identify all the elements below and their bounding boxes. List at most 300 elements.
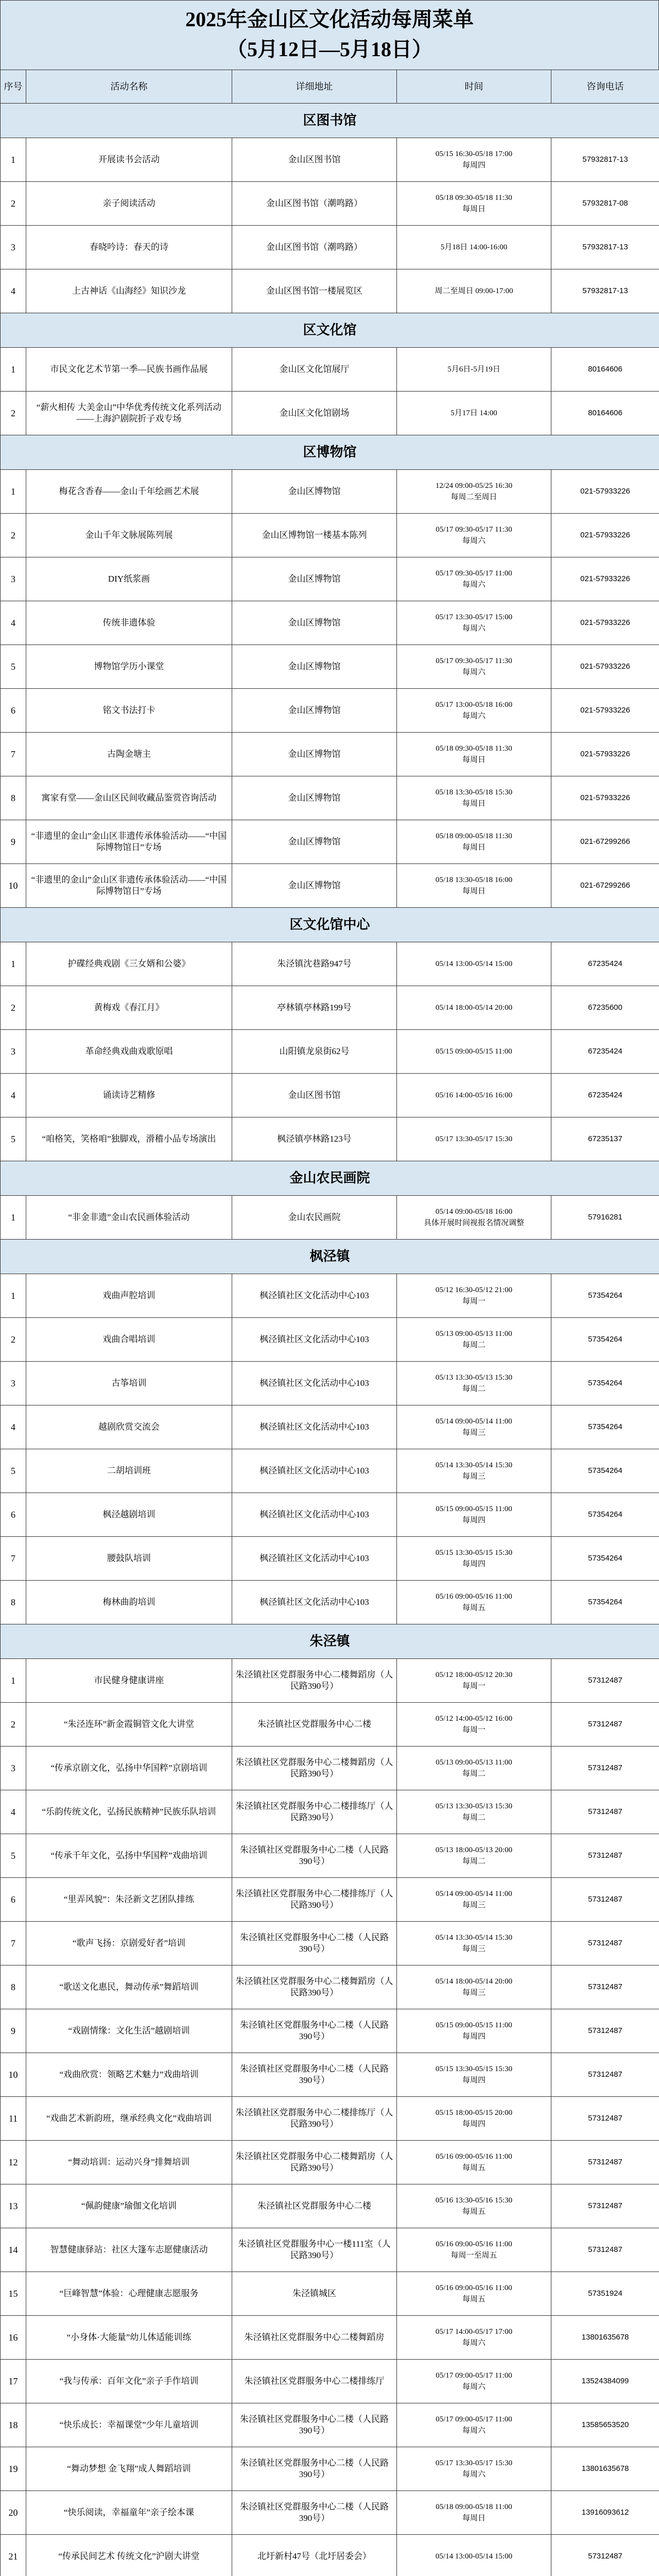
row-number: 13 — [1, 2184, 26, 2228]
activity-address: 朱泾镇社区党群服务中心二楼排练厅（人民路390号） — [232, 1878, 397, 1922]
contact-phone: 57932817-13 — [551, 269, 659, 313]
activity-address: 朱泾镇社区党群服务中心二楼排练厅（人民路390号） — [232, 1790, 397, 1834]
row-number: 17 — [1, 2360, 26, 2403]
activity-name: “戏曲艺术新韵班，继承经典文化”戏曲培训 — [26, 2097, 232, 2141]
activity-name: 腰鼓队培训 — [26, 1537, 232, 1581]
section-title: 金山农民画院 — [1, 1161, 659, 1196]
activity-address: 金山区博物馆 — [232, 689, 397, 733]
section-header — [1, 1624, 659, 1659]
activity-name: 护碟经典戏剧《三女婿和公婆》 — [26, 942, 232, 986]
row-number: 18 — [1, 2403, 26, 2447]
contact-phone: 67235600 — [551, 986, 659, 1030]
activity-name: 梅林曲韵培训 — [26, 1581, 232, 1624]
activity-time: 05/17 13:00-05/18 16:00 每周六 — [397, 689, 551, 733]
contact-phone: 021-57933226 — [551, 776, 659, 820]
activity-address: 金山区图书馆（潮鸣路） — [232, 226, 397, 269]
row-number: 6 — [1, 1878, 26, 1922]
activity-time: 5月17日 14:00 — [397, 392, 551, 435]
activity-time: 05/14 09:00-05/14 11:00 每周三 — [397, 1878, 551, 1922]
row-number: 1 — [1, 1659, 26, 1703]
contact-phone: 021-57933226 — [551, 470, 659, 514]
table-row — [1, 645, 659, 689]
activity-name: “舞动培训：运动兴身”排舞培训 — [26, 2141, 232, 2184]
table-row — [1, 1449, 659, 1493]
row-number: 14 — [1, 2228, 26, 2272]
activity-address: 朱泾镇社区党群服务中心二楼（人民路390号） — [232, 2053, 397, 2097]
contact-phone: 57932817-13 — [551, 226, 659, 269]
activity-table — [0, 70, 659, 2576]
row-number: 5 — [1, 1117, 26, 1161]
activity-name: “传承千年文化，弘扬中华国粹”戏曲培训 — [26, 1834, 232, 1878]
activity-address: 朱泾镇社区党群服务中心二楼排练厅（人民路390号） — [232, 2097, 397, 2141]
section-title: 区博物馆 — [1, 435, 659, 470]
contact-phone: 021-57933226 — [551, 557, 659, 601]
activity-time: 05/12 14:00-05/12 16:00 每周一 — [397, 1703, 551, 1747]
activity-time: 05/18 13:30-05/18 16:00 每周日 — [397, 864, 551, 908]
activity-time: 05/15 09:00-05/15 11:00 — [397, 1030, 551, 1074]
activity-address: 金山区博物馆 — [232, 470, 397, 514]
table-row — [1, 2228, 659, 2272]
contact-phone: 021-67299266 — [551, 864, 659, 908]
row-number: 5 — [1, 645, 26, 689]
table-row — [1, 392, 659, 435]
table-row — [1, 1747, 659, 1790]
activity-time: 05/13 13:30-05/13 15:30 每周二 — [397, 1790, 551, 1834]
activity-name: 寓家有堂——金山区民间收藏品鉴赏咨询活动 — [26, 776, 232, 820]
row-number: 1 — [1, 1196, 26, 1240]
activity-time: 05/15 09:00-05/15 11:00 每周四 — [397, 1493, 551, 1537]
contact-phone: 57312487 — [551, 1834, 659, 1878]
row-number: 10 — [1, 864, 26, 908]
table-row — [1, 601, 659, 645]
activity-time: 周二至周日 09:00-17:00 — [397, 269, 551, 313]
activity-address: 金山区博物馆 — [232, 645, 397, 689]
row-number: 2 — [1, 514, 26, 557]
row-number: 4 — [1, 1405, 26, 1449]
row-number: 1 — [1, 1274, 26, 1318]
table-body — [1, 104, 659, 2576]
activity-name: 戏曲声腔培训 — [26, 1274, 232, 1318]
row-number: 7 — [1, 1537, 26, 1581]
section-title: 朱泾镇 — [1, 1624, 659, 1659]
activity-time: 05/17 14:00-05/17 17:00 每周六 — [397, 2316, 551, 2360]
table-row — [1, 2535, 659, 2576]
activity-address: 朱泾镇社区党群服务中心一楼111室（人民路390号） — [232, 2228, 397, 2272]
table-row — [1, 2403, 659, 2447]
activity-name: “乐韵传统文化，弘扬民族精神”民族乐队培训 — [26, 1790, 232, 1834]
row-number: 6 — [1, 1493, 26, 1537]
row-number: 21 — [1, 2535, 26, 2576]
row-number: 6 — [1, 689, 26, 733]
activity-time: 05/17 09:30-05/17 11:00 每周六 — [397, 557, 551, 601]
activity-name: “传承京剧文化，弘扬中华国粹”京剧培训 — [26, 1747, 232, 1790]
activity-address: 枫泾镇社区文化活动中心103 — [232, 1537, 397, 1581]
table-row — [1, 2491, 659, 2535]
section-header — [1, 1240, 659, 1274]
activity-name: 戏曲合唱培训 — [26, 1318, 232, 1362]
contact-phone: 57312487 — [551, 1659, 659, 1703]
table-row — [1, 1537, 659, 1581]
row-number: 1 — [1, 138, 26, 182]
table-header-row — [1, 70, 659, 104]
activity-time: 05/15 13:30-05/15 15:30 每周四 — [397, 1537, 551, 1581]
title-line-2: （5月12日—5月18日） — [227, 38, 432, 61]
activity-address: 枫泾镇社区文化活动中心103 — [232, 1581, 397, 1624]
activity-name: 金山千年文脉展陈列展 — [26, 514, 232, 557]
contact-phone: 57354264 — [551, 1493, 659, 1537]
table-row — [1, 269, 659, 313]
section-title: 区文化馆 — [1, 313, 659, 348]
activity-address: 金山区博物馆一楼基本陈列 — [232, 514, 397, 557]
activity-address: 朱泾镇社区党群服务中心二楼舞蹈房（人民路390号） — [232, 2141, 397, 2184]
activity-name: 博物馆学历小课堂 — [26, 645, 232, 689]
activity-name: 上古神话《山海经》知识沙龙 — [26, 269, 232, 313]
activity-time: 05/16 09:00-05/16 11:00 每周一至周五 — [397, 2228, 551, 2272]
row-number: 5 — [1, 1834, 26, 1878]
row-number: 4 — [1, 1790, 26, 1834]
activity-address: 朱泾镇社区党群服务中心二楼 — [232, 2184, 397, 2228]
table-row — [1, 1318, 659, 1362]
activity-address: 枫泾镇社区文化活动中心103 — [232, 1449, 397, 1493]
activity-time: 05/13 18:00-05/13 20:00 每周二 — [397, 1834, 551, 1878]
table-row — [1, 1834, 659, 1878]
table-row — [1, 1196, 659, 1240]
activity-time: 05/17 13:30-05/17 15:30 每周六 — [397, 2447, 551, 2491]
activity-address: 北圩新村47号（北圩居委会） — [232, 2535, 397, 2576]
row-number: 3 — [1, 226, 26, 269]
row-number: 7 — [1, 733, 26, 776]
table-row — [1, 1878, 659, 1922]
page-title — [0, 0, 659, 70]
activity-time: 05/14 09:00-05/14 11:00 每周三 — [397, 1405, 551, 1449]
activity-address: 金山农民画院 — [232, 1196, 397, 1240]
activity-name: 春晓吟诗：春天的诗 — [26, 226, 232, 269]
activity-time: 05/17 09:30-05/17 11:30 每周六 — [397, 645, 551, 689]
section-title: 区文化馆中心 — [1, 908, 659, 942]
activity-name: 古筝培训 — [26, 1362, 232, 1405]
activity-name: “快乐阅读，幸福童年”亲子绘本课 — [26, 2491, 232, 2535]
activity-address: 朱泾镇社区党群服务中心二楼排练厅 — [232, 2360, 397, 2403]
activity-address: 枫泾镇社区文化活动中心103 — [232, 1362, 397, 1405]
activity-time: 05/16 09:00-05/16 11:00 每周五 — [397, 2141, 551, 2184]
row-number: 4 — [1, 601, 26, 645]
activity-address: 金山区图书馆 — [232, 1074, 397, 1117]
activity-address: 枫泾镇社区文化活动中心103 — [232, 1493, 397, 1537]
activity-address: 枫泾镇亭林路123号 — [232, 1117, 397, 1161]
table-row — [1, 1074, 659, 1117]
section-header — [1, 104, 659, 138]
table-row — [1, 470, 659, 514]
activity-name: “舞动梦想 金飞翔”成人舞蹈培训 — [26, 2447, 232, 2491]
activity-address: 枫泾镇社区文化活动中心103 — [232, 1405, 397, 1449]
activity-address: 朱泾镇城区 — [232, 2272, 397, 2316]
table-row — [1, 689, 659, 733]
activity-name: “朱泾连环”新金霞铜管文化大讲堂 — [26, 1703, 232, 1747]
header-num: 序号 — [1, 70, 26, 104]
row-number: 19 — [1, 2447, 26, 2491]
table-row — [1, 2360, 659, 2403]
activity-name: “非遗里的金山”金山区非遗传承体验活动——“中国际博物馆日”专场 — [26, 820, 232, 864]
activity-name: “非遗里的金山”金山区非遗传承体验活动——“中国际博物馆日”专场 — [26, 864, 232, 908]
contact-phone: 57312487 — [551, 2535, 659, 2576]
activity-name: “巨峰智慧”体验：心理健康志愿服务 — [26, 2272, 232, 2316]
contact-phone: 57312487 — [551, 1878, 659, 1922]
row-number: 1 — [1, 942, 26, 986]
contact-phone: 13916093612 — [551, 2491, 659, 2535]
activity-address: 亭林镇亭林路199号 — [232, 986, 397, 1030]
header-time: 时间 — [397, 70, 551, 104]
contact-phone: 57312487 — [551, 1922, 659, 1965]
table-row — [1, 1659, 659, 1703]
table-row — [1, 1117, 659, 1161]
table-row — [1, 2447, 659, 2491]
activity-time: 05/17 13:30-05/17 15:00 每周六 — [397, 601, 551, 645]
section-header — [1, 435, 659, 470]
activity-address: 朱泾镇社区党群服务中心二楼舞蹈房 — [232, 2316, 397, 2360]
row-number: 12 — [1, 2141, 26, 2184]
row-number: 2 — [1, 1703, 26, 1747]
activity-name: “佩韵健康”瑜伽文化培训 — [26, 2184, 232, 2228]
activity-name: 越剧欣赏交流会 — [26, 1405, 232, 1449]
activity-address: 金山区博物馆 — [232, 864, 397, 908]
contact-phone: 57312487 — [551, 1747, 659, 1790]
activity-address: 枫泾镇社区文化活动中心103 — [232, 1318, 397, 1362]
row-number: 4 — [1, 1074, 26, 1117]
contact-phone: 67235137 — [551, 1117, 659, 1161]
activity-time: 05/18 09:30-05/18 11:30 每周日 — [397, 733, 551, 776]
row-number: 8 — [1, 1581, 26, 1624]
activity-time: 05/14 18:00-05/14 20:00 每周三 — [397, 1965, 551, 2009]
contact-phone: 57312487 — [551, 2141, 659, 2184]
activity-address: 朱泾镇社区党群服务中心二楼（人民路390号） — [232, 2447, 397, 2491]
table-row — [1, 986, 659, 1030]
activity-time: 05/17 13:30-05/17 15:30 — [397, 1117, 551, 1161]
row-number: 10 — [1, 2053, 26, 2097]
contact-phone: 57354264 — [551, 1362, 659, 1405]
activity-time: 05/15 16:30-05/18 17:00 每周四 — [397, 138, 551, 182]
activity-name: “薪火相传 大美金山”中华优秀传统文化系列活动——上海沪剧院折子戏专场 — [26, 392, 232, 435]
activity-address: 朱泾镇社区党群服务中心二楼（人民路390号） — [232, 2491, 397, 2535]
table-row — [1, 1030, 659, 1074]
contact-phone: 57351924 — [551, 2272, 659, 2316]
contact-phone: 57312487 — [551, 1965, 659, 2009]
contact-phone: 57916281 — [551, 1196, 659, 1240]
activity-time: 05/13 09:00-05/13 11:00 每周二 — [397, 1318, 551, 1362]
section-header — [1, 908, 659, 942]
activity-time: 05/17 09:00-05/17 11:00 每周六 — [397, 2360, 551, 2403]
activity-name: 二胡培训班 — [26, 1449, 232, 1493]
header-address: 详细地址 — [232, 70, 397, 104]
activity-address: 朱泾镇社区党群服务中心二楼舞蹈房（人民路390号） — [232, 1659, 397, 1703]
activity-name: 开展读书会活动 — [26, 138, 232, 182]
activity-time: 05/17 09:30-05/17 11:30 每周六 — [397, 514, 551, 557]
activity-address: 金山区图书馆（潮鸣路） — [232, 182, 397, 226]
table-row — [1, 348, 659, 392]
activity-address: 山阳镇龙泉街62号 — [232, 1030, 397, 1074]
table-row — [1, 2184, 659, 2228]
activity-name: “歌送文化惠民，舞动传承”舞蹈培训 — [26, 1965, 232, 2009]
activity-time: 05/14 18:00-05/14 20:00 — [397, 986, 551, 1030]
row-number: 3 — [1, 557, 26, 601]
activity-time: 05/13 09:00-05/13 11:00 每周二 — [397, 1747, 551, 1790]
row-number: 15 — [1, 2272, 26, 2316]
contact-phone: 57312487 — [551, 1703, 659, 1747]
row-number: 4 — [1, 269, 26, 313]
header-activity: 活动名称 — [26, 70, 232, 104]
activity-address: 朱泾镇社区党群服务中心二楼舞蹈房（人民路390号） — [232, 1965, 397, 2009]
table-row — [1, 2316, 659, 2360]
activity-name: “快乐成长：幸福课堂”少年儿童培训 — [26, 2403, 232, 2447]
activity-time: 05/15 18:00-05/15 20:00 每周四 — [397, 2097, 551, 2141]
section-title: 区图书馆 — [1, 104, 659, 138]
activity-address: 朱泾镇沈巷路947号 — [232, 942, 397, 986]
activity-time: 05/14 13:30-05/14 15:30 每周三 — [397, 1922, 551, 1965]
activity-time: 05/18 09:30-05/18 11:30 每周日 — [397, 182, 551, 226]
activity-time: 05/18 13:30-05/18 15:30 每周日 — [397, 776, 551, 820]
activity-name: “戏剧情缘：文化生活”越剧培训 — [26, 2009, 232, 2053]
activity-address: 朱泾镇社区党群服务中心二楼（人民路390号） — [232, 1922, 397, 1965]
table-row — [1, 138, 659, 182]
section-header — [1, 313, 659, 348]
activity-address: 金山区博物馆 — [232, 601, 397, 645]
activity-name: 智慧健康驿站：社区大篷车志愿健康活动 — [26, 2228, 232, 2272]
contact-phone: 57312487 — [551, 1790, 659, 1834]
contact-phone: 80164606 — [551, 348, 659, 392]
activity-time: 05/16 09:00-05/16 11:00 每周五 — [397, 2272, 551, 2316]
activity-name: “咱格笑，笑格咱”独脚戏，滑稽小品专场演出 — [26, 1117, 232, 1161]
contact-phone: 57354264 — [551, 1405, 659, 1449]
table-row — [1, 942, 659, 986]
table-row — [1, 1274, 659, 1318]
activity-time: 05/14 13:00-05/14 15:00 — [397, 2535, 551, 2576]
contact-phone: 021-57933226 — [551, 689, 659, 733]
activity-name: 枫泾越剧培训 — [26, 1493, 232, 1537]
table-row — [1, 182, 659, 226]
activity-address: 金山区图书馆一楼展览区 — [232, 269, 397, 313]
table-row — [1, 864, 659, 908]
table-row — [1, 1922, 659, 1965]
activity-time: 05/12 18:00-05/12 20:30 每周一 — [397, 1659, 551, 1703]
activity-name: 诵读诗艺精修 — [26, 1074, 232, 1117]
activity-time: 5月6日-5月19日 — [397, 348, 551, 392]
activity-time: 05/12 16:30-05/12 21:00 每周一 — [397, 1274, 551, 1318]
activity-time: 05/15 13:30-05/15 15:30 每周四 — [397, 2053, 551, 2097]
activity-time: 05/16 14:00-05/16 16:00 — [397, 1074, 551, 1117]
section-title: 枫泾镇 — [1, 1240, 659, 1274]
activity-time: 05/17 09:00-05/17 11:00 每周六 — [397, 2403, 551, 2447]
table-row — [1, 514, 659, 557]
activity-address: 金山区博物馆 — [232, 820, 397, 864]
row-number: 20 — [1, 2491, 26, 2535]
row-number: 7 — [1, 1922, 26, 1965]
activity-address: 金山区博物馆 — [232, 776, 397, 820]
table-row — [1, 820, 659, 864]
contact-phone: 67235424 — [551, 1074, 659, 1117]
table-row — [1, 557, 659, 601]
contact-phone: 67235424 — [551, 942, 659, 986]
row-number: 3 — [1, 1030, 26, 1074]
table-row — [1, 2009, 659, 2053]
contact-phone: 021-57933226 — [551, 601, 659, 645]
contact-phone: 13524384099 — [551, 2360, 659, 2403]
row-number: 1 — [1, 348, 26, 392]
activity-name: “小身体·大能量”幼儿体适能训练 — [26, 2316, 232, 2360]
contact-phone: 67235424 — [551, 1030, 659, 1074]
table-row — [1, 733, 659, 776]
contact-phone: 57354264 — [551, 1537, 659, 1581]
contact-phone: 13585653520 — [551, 2403, 659, 2447]
table-row — [1, 1790, 659, 1834]
row-number: 2 — [1, 392, 26, 435]
contact-phone: 57312487 — [551, 2009, 659, 2053]
activity-address: 朱泾镇社区党群服务中心二楼 — [232, 1703, 397, 1747]
row-number: 11 — [1, 2097, 26, 2141]
table-row — [1, 226, 659, 269]
activity-name: “歌声飞扬：京剧爱好者”培训 — [26, 1922, 232, 1965]
contact-phone: 57932817-08 — [551, 182, 659, 226]
activity-name: “传承民间艺术 传统文化”沪剧大讲堂 — [26, 2535, 232, 2576]
row-number: 2 — [1, 182, 26, 226]
activity-time: 12/24 09:00-05/25 16:30 每周二至周日 — [397, 470, 551, 514]
contact-phone: 57354264 — [551, 1318, 659, 1362]
activity-address: 金山区图书馆 — [232, 138, 397, 182]
contact-phone: 57354264 — [551, 1449, 659, 1493]
activity-address: 朱泾镇社区党群服务中心二楼舞蹈房（人民路390号） — [232, 1747, 397, 1790]
activity-address: 朱泾镇社区党群服务中心二楼（人民路390号） — [232, 2403, 397, 2447]
table-row — [1, 1581, 659, 1624]
row-number: 16 — [1, 2316, 26, 2360]
row-number: 3 — [1, 1362, 26, 1405]
header-phone: 咨询电话 — [551, 70, 659, 104]
activity-address: 金山区博物馆 — [232, 557, 397, 601]
row-number: 2 — [1, 1318, 26, 1362]
contact-phone: 13801635678 — [551, 2316, 659, 2360]
activity-address: 金山区文化馆展厅 — [232, 348, 397, 392]
activity-time: 05/18 09:00-05/18 11:30 每周日 — [397, 820, 551, 864]
row-number: 2 — [1, 986, 26, 1030]
contact-phone: 57312487 — [551, 2097, 659, 2141]
contact-phone: 13801635678 — [551, 2447, 659, 2491]
activity-address: 枫泾镇社区文化活动中心103 — [232, 1274, 397, 1318]
activity-name: 铭文书法打卡 — [26, 689, 232, 733]
contact-phone: 57354264 — [551, 1581, 659, 1624]
activity-time: 05/14 09:00-05/18 16:00 具体开展时间视报名情况调整 — [397, 1196, 551, 1240]
activity-time: 05/15 09:00-05/15 11:00 每周四 — [397, 2009, 551, 2053]
activity-time: 5月18日 14:00-16:00 — [397, 226, 551, 269]
activity-name: 古陶金塘主 — [26, 733, 232, 776]
table-row — [1, 1965, 659, 2009]
table-row — [1, 2141, 659, 2184]
activity-name: 革命经典戏曲戏歌原唱 — [26, 1030, 232, 1074]
activity-name: 市民文化艺术节第一季—民族书画作品展 — [26, 348, 232, 392]
table-row — [1, 2097, 659, 2141]
activity-name: 市民健身健康讲座 — [26, 1659, 232, 1703]
contact-phone: 021-57933226 — [551, 733, 659, 776]
row-number: 9 — [1, 820, 26, 864]
activity-address: 金山区博物馆 — [232, 733, 397, 776]
activity-name: 亲子阅读活动 — [26, 182, 232, 226]
activity-name: “非金非遗”金山农民画体验活动 — [26, 1196, 232, 1240]
table-row — [1, 1703, 659, 1747]
row-number: 1 — [1, 470, 26, 514]
activity-time: 05/13 13:30-05/13 15:30 每周二 — [397, 1362, 551, 1405]
activity-address: 朱泾镇社区党群服务中心二楼（人民路390号） — [232, 2009, 397, 2053]
activity-time: 05/18 09:00-05/18 11:00 每周日 — [397, 2491, 551, 2535]
activity-name: 梅花含香春——金山千年绘画艺术展 — [26, 470, 232, 514]
section-header — [1, 1161, 659, 1196]
activity-time: 05/14 13:00-05/14 15:00 — [397, 942, 551, 986]
activity-address: 金山区文化馆剧场 — [232, 392, 397, 435]
